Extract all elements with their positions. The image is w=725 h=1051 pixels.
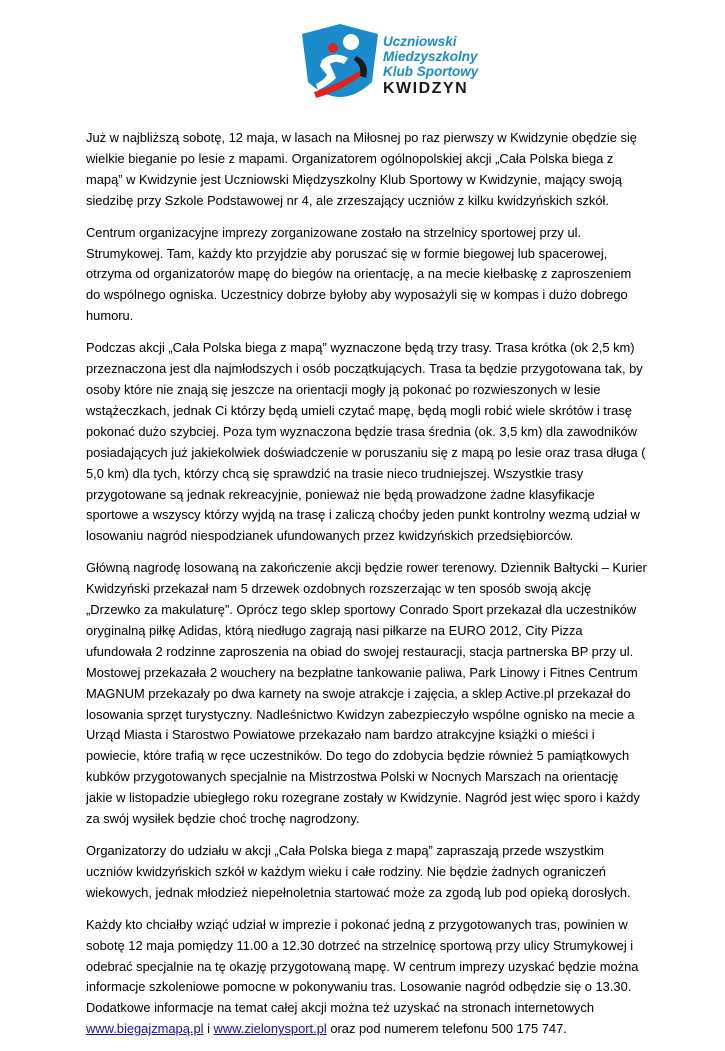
paragraph-6-text-before: Każdy kto chciałby wziąć udział w imprezie i pokonać jedną z przygotowanych tras, powinien w sobotę 12 maja pomiędzy 11.00 a 12.30 dotrzeć na strzelnicę sportową przy ulicy Strumykowej i odebrać specjalnie na tę okazję przygotowaną mapę. W centrum imprezy uzyskać będzie można informacje szkoleniowe pomocne w pokonywaniu tras. Losowanie nagród odbędzie się o 13.30. Dodatkowe informacje na temat całej akcji można też uzyskać na stronach internetowych <box>86 916 639 1016</box>
logo-head-shape <box>328 43 338 53</box>
logo-wordmark <box>383 34 478 98</box>
paragraph-4: Główną nagrodę losowaną na zakończenie akcji będzie rower terenowy. Dziennik Bałtycki – Kurier Kwidzyński przekazał nam 5 drzewek ozdobnych rozszerzając w ten sposób swoją akcję „Drzewko za makulaturę”. Oprócz tego sklep sportowy Conrado Sport przekazał dla uczestników oryginalną piłkę Adidas, którą niedługo zagrają nasi piłkarze na EURO 2012, City Pizza ufundowała 2 rodzinne zaproszenia na obiad do swojej restauracji, stacja partnerska BP przy ul. Mostowej przekazała 2 wouchery na bezpłatne tankowanie paliwa, Park Linowy i Fitnes Centrum MAGNUM przekazały po dwa karnety na swoje atrakcje i zajęcia, a sklep Active.pl przekazał do losowania sprzęt turystyczny. Nadleśnictwo Kwidzyn zabezpieczyło wspólne ognisko na mecie a Urząd Miasta i Starostwo Powiatowe przekazało nam bardzo atrakcyjne książki o mieści i powiecie, które trafią w ręce uczestników. Do tego do zdobycia będzie również 5 pamiątkowych kubków przygotowanych specjalnie na Mistrzostwa Polski w Nocnych Marszach na orientację jakie w listopadzie ubiegłego roku rozegrane zostały w Kwidzynie. Nagród jest więc sporo i każdy za swój wysiłek będzie choć trochę nagrodzony. <box>86 560 647 827</box>
logo-ball-shape <box>343 34 359 50</box>
paragraph-6 <box>86 915 648 1040</box>
paragraph-3: Podczas akcji „Cała Polska biega z mapą” wyznaczone będą trzy trasy. Trasa krótka (ok 2,5 km) przeznaczona jest dla najmłodszych i osób początkujących. Trasa ta będzie przygotowana tak, by osoby które nie znają się jeszcze na orientacji mogły ją pokonać po rozwieszonych w lesie wstążeczkach, jednak Ci którzy będą umieli czytać mapę, będą mogli robić wiele skrótów i trasę pokonać dużo szybciej. Poza tym wyznaczona będzie trasa średnia (ok. 3,5 km) dla zawodników posiadających już jakiekolwiek doświadczenie w poruszaniu się z mapą po lesie oraz trasa długa ( 5,0 km) dla tych, którzy chcą się sprawdzić na trasie nieco trudniejszej. Wszystkie trasy przygotowane są jednak rekreacyjnie, ponieważ nie będą prowadzone żadne klasyfikacje sportowe a wszyscy którzy wyjdą na trasę i zaliczą choćby jeden punkt kontrolny wezmą udział w losowaniu nagród niespodzianek ufundowanych przez kwidzyńskich przedsiębiorców. <box>86 340 646 544</box>
paragraph-2: Centrum organizacyjne imprezy zorganizowane zostało na strzelnicy sportowej przy ul. Strumykowej. Tam, każdy kto przyjdzie aby poruszać się w formie biegowej lub spacerowej, otrzyma od organizatorów mapę do biegów na orientację, a na mecie kiełbaskę z zaproszeniem do wspólnego ogniska. Uczestnicy dobrze byłoby aby wyposażyli się w kompas i dużo dobrego humoru. <box>86 224 632 324</box>
logo-line-2: Miedzyszkolny <box>383 49 478 64</box>
link-zielonysport[interactable]: www.zielonysport.pl <box>213 1021 327 1037</box>
logo-line-4: KWIDZYN <box>383 80 469 97</box>
paragraph-6-text-between: i <box>203 1021 214 1037</box>
paragraph-5: Organizatorzy do udziału w akcji „Cała Polska biega z mapą” zapraszają przede wszystkim uczniów kwidzyńskich szkół w każdym wieku i całe rodziny. Nie będzie żadnych ograniczeń wiekowych, jednak młodzież niepełnoletnia startować może za zgodą lub pod opieką dorosłych. <box>86 843 631 900</box>
runner-emblem-icon <box>300 20 380 110</box>
article-body <box>86 128 648 1051</box>
paragraph-6-text-after: oraz pod numerem telefonu 500 175 747. <box>326 1021 567 1037</box>
link-biegajzmapa[interactable]: www.biegajzmapą.pl <box>86 1021 204 1037</box>
paragraph-1: Już w najbliższą sobotę, 12 maja, w lasach na Miłosnej po raz pierwszy w Kwidzynie obędzie się wielkie bieganie po lesie z mapami. Organizatorem ogólnopolskiej akcji „Cała Polska biega z mapą” w Kwidzynie jest Uczniowski Międzyszkolny Klub Sportowy w Kwidzynie, mający swoją siedzibę przy Szkole Podstawowej nr 4, ale zrzeszający uczniów z kilku kwidzyńskich szkół. <box>86 130 637 208</box>
club-logo <box>300 20 480 110</box>
logo-line-1: Uczniowski <box>383 34 457 49</box>
logo-line-3: Klub Sportowy <box>383 64 479 79</box>
